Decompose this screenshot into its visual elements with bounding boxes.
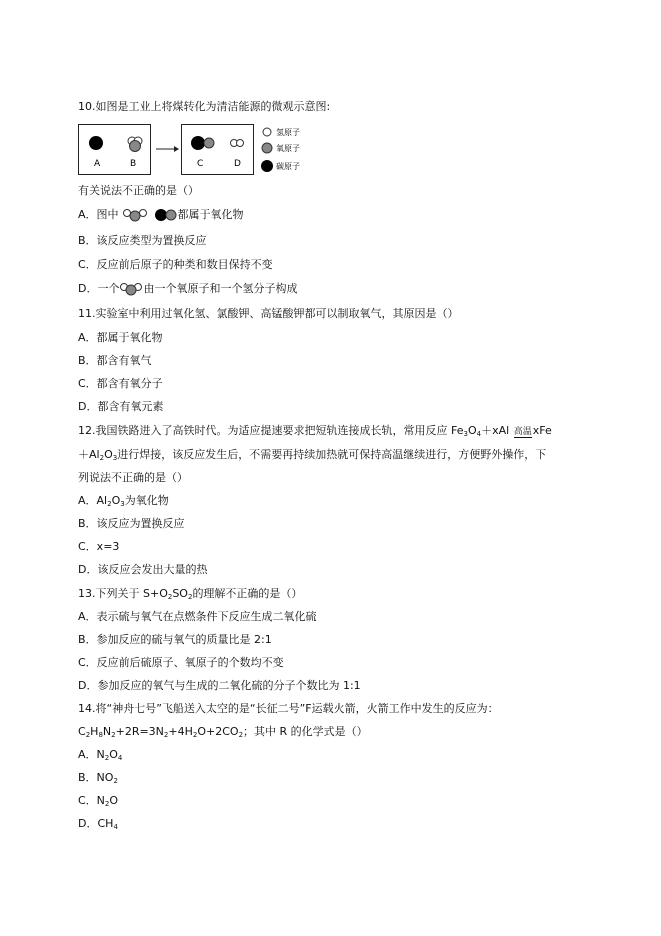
q11-option-a: A．都属于氧化物: [78, 331, 163, 344]
water-molecule-icon: [122, 208, 148, 222]
legend-o-icon: [262, 143, 272, 153]
q13-option-a: A．表示硫与氧气在点燃条件下反应生成二氧化硫: [78, 610, 317, 623]
q13-stem: 13.下列关于 $S+O_2SO_2$的理解不正确的是（）: [78, 587, 303, 601]
q12-option-c: C．x=3: [78, 540, 120, 553]
q11-option-c: C．都含有氧分子: [78, 377, 163, 390]
q14-option-c: C．$N_2O$: [78, 794, 119, 808]
water-molecule-b: [130, 141, 141, 152]
q10-option-c: C．反应前后原子的种类和数目保持不变: [78, 258, 273, 271]
q13-option-d: D．参加反应的氧气与生成的二氧化硫的分子个数比为 1:1: [78, 679, 361, 692]
q14-option-a: A．$N_2O_4$: [78, 748, 123, 762]
q14-option-d: D．$CH_4$: [78, 817, 118, 831]
product-box: [182, 125, 254, 175]
label-d: D: [234, 159, 241, 169]
q12-option-a: A．$Al_2O_3$为氧化物: [78, 494, 169, 508]
water-molecule-icon-d: [119, 282, 143, 296]
q14-option-b: B．$NO_2$: [78, 771, 118, 785]
q11-option-b: B．都含有氧气: [78, 354, 152, 367]
q13-option-c: C．反应前后硫原子、氧原子的个数均不变: [78, 656, 284, 669]
q12-option-d: D．该反应会发出大量的热: [78, 563, 208, 576]
q10-option-a: A．图中 都属于氧化物: [78, 208, 244, 221]
q14-stem-line1: 14.将“神舟七号”飞船送入太空的是“长征二号”F运载火箭，火箭工作中发生的反应为：: [78, 702, 499, 715]
reaction-diagram: [78, 124, 348, 178]
label-c: C: [197, 159, 204, 169]
label-b: B: [130, 159, 137, 169]
label-a: A: [94, 159, 101, 169]
q14-stem-line2: $C_2H_8N_2+2R=3N_2+4H_2O+2CO_2$；其中 R 的化学式是（）: [78, 725, 368, 739]
legend-o: 氧原子: [276, 144, 300, 153]
q12-stem-line3: 列说法不正确的是（）: [78, 471, 188, 484]
q11-option-d: D．都含有氧元素: [78, 400, 164, 413]
q10-stem: 10.如图是工业上将煤转化为清洁能源的微观示意图:: [78, 100, 331, 113]
reaction-condition: 高温: [513, 427, 532, 437]
q10-option-b: B．该反应类型为置换反应: [78, 234, 207, 247]
legend-h-icon: [263, 128, 271, 136]
q10-prompt: 有关说法不正确的是（）: [78, 184, 199, 197]
q12-option-b: B．该反应为置换反应: [78, 517, 185, 530]
legend-c: 碳原子: [276, 162, 300, 171]
q10-option-d: D．一个 由一个氧原子和一个氢分子构成: [78, 282, 298, 295]
q12-stem-line2: $+Al_2O_3$进行焊接，该反应发生后，不需要再持续加热就可保持高温继续进行，方便野外操作，下: [78, 448, 547, 462]
legend-c-icon: [261, 160, 273, 172]
carbon-atom-a: [89, 136, 103, 150]
q11-stem: 11.实验室中利用过氧化氢、氯酸钾、高锰酸钾都可以制取氧气，其原因是（）: [78, 307, 459, 320]
q12-stem-line1: 12.我国铁路进入了高铁时代。为适应提速要求把短轨连接成长轨，常用反应 $Fe_3O_4+xAl$ 高温 xFe: [78, 424, 552, 438]
q13-option-b: B．参加反应的硫与氧气的质量比是 2:1: [78, 633, 272, 646]
co-molecule-c: [191, 136, 205, 150]
co-molecule-icon: [152, 208, 178, 222]
legend-h: 氢原子: [276, 128, 300, 137]
